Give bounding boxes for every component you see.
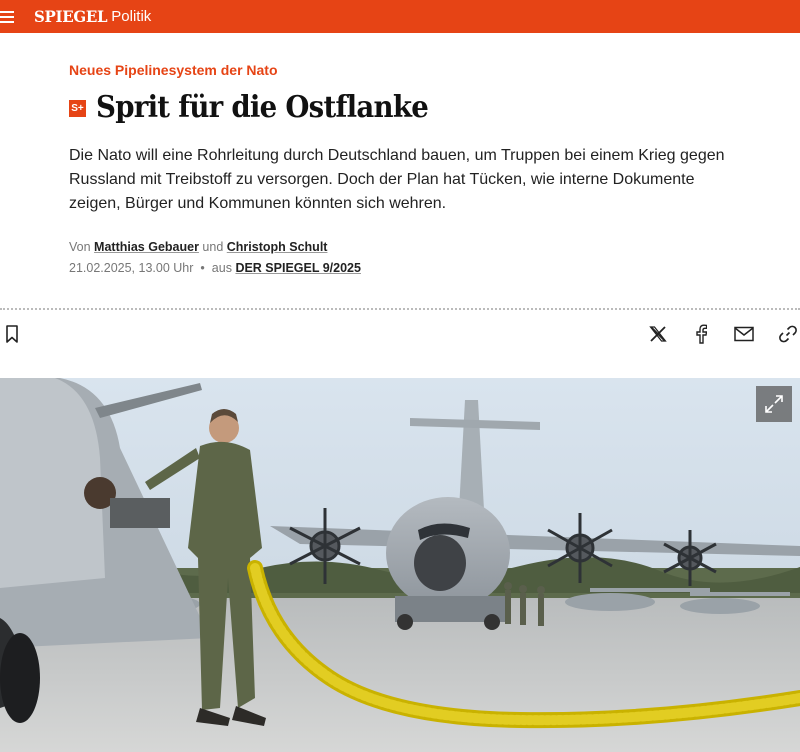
email-share-icon[interactable]	[732, 322, 756, 346]
author-link-2[interactable]: Christoph Schult	[226, 240, 328, 254]
publish-date: 21.02.2025, 13.00 Uhr	[69, 261, 194, 275]
source-link[interactable]: DER SPIEGEL 9/2025	[235, 261, 361, 275]
bookmark-icon[interactable]	[0, 322, 24, 346]
byline-prefix: Von	[69, 240, 91, 254]
article-headline: Sprit für die Ostflanke	[96, 90, 429, 125]
author-link-1[interactable]: Matthias Gebauer	[94, 240, 199, 254]
link-share-icon[interactable]	[776, 322, 800, 346]
separator-dot: •	[200, 261, 205, 275]
section-label[interactable]: Politik	[111, 8, 152, 25]
hamburger-menu-icon[interactable]	[0, 7, 20, 27]
byline-conjunction: und	[202, 240, 224, 254]
dateline	[69, 261, 361, 275]
spiegel-plus-badge: S+	[69, 100, 86, 117]
headline-row	[69, 90, 457, 125]
hero-image[interactable]	[0, 378, 800, 752]
divider	[0, 308, 800, 310]
facebook-share-icon[interactable]	[689, 322, 713, 346]
expand-icon[interactable]	[756, 386, 792, 422]
spiegel-logo[interactable]: SPIEGEL	[34, 7, 108, 26]
x-share-icon[interactable]	[646, 322, 670, 346]
article-teaser: Die Nato will eine Rohrleitung durch Deutschland bauen, um Truppen bei einem Krieg gegen Russland mit Treibstoff zu versorgen. Doch der Plan hat Tücken, wie interne Dokumente zeigen, Bürger und Kommunen könnten sich wehren.	[69, 147, 725, 212]
top-bar	[0, 0, 800, 33]
article-kicker: Neues Pipelinesystem der Nato	[69, 62, 278, 78]
byline	[69, 240, 327, 254]
article-toolbar	[0, 318, 800, 348]
source-prefix: aus	[211, 261, 232, 275]
